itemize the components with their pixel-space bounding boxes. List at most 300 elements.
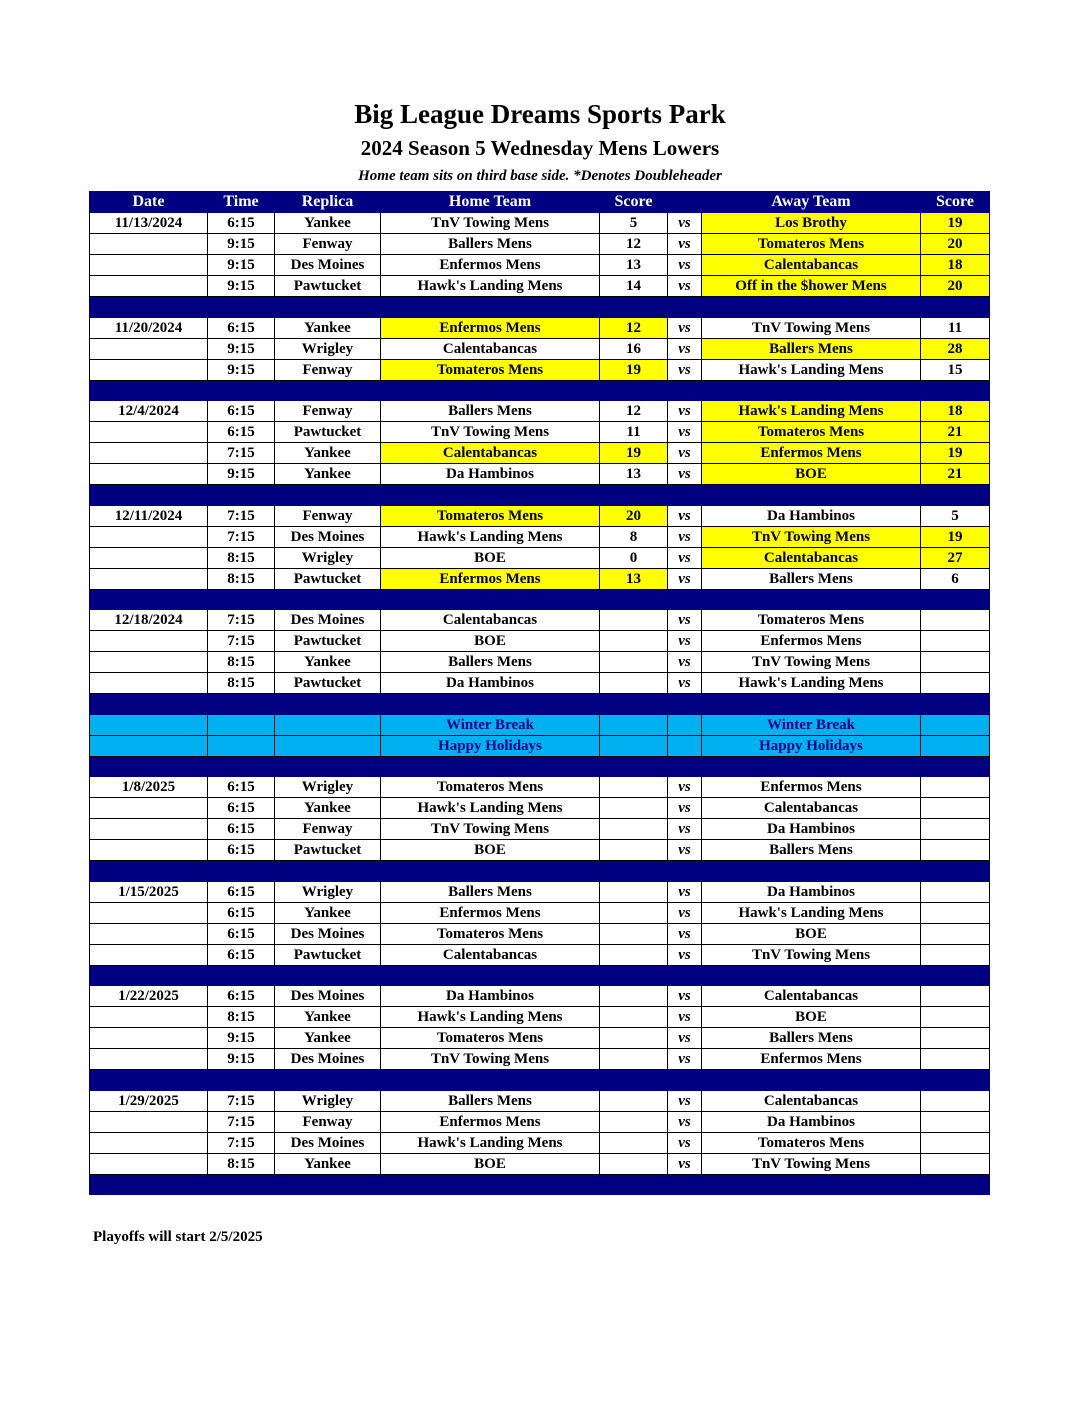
away-team-cell: Ballers Mens	[702, 1028, 921, 1049]
time-cell: 6:15	[208, 401, 275, 422]
home-team-cell: Hawk's Landing Mens	[381, 798, 600, 819]
replica-cell: Fenway	[275, 1111, 381, 1132]
date-cell: 12/11/2024	[90, 505, 208, 526]
separator-cell	[702, 965, 921, 986]
away-score-cell	[921, 986, 990, 1007]
time-cell: 9:15	[208, 1049, 275, 1070]
separator-cell	[921, 756, 990, 777]
replica-cell: Yankee	[275, 317, 381, 338]
time-cell: 9:15	[208, 234, 275, 255]
time-cell: 6:15	[208, 986, 275, 1007]
away-team-cell: Calentabancas	[702, 1090, 921, 1111]
away-score-cell	[921, 1049, 990, 1070]
away-team-cell: Tomateros Mens	[702, 422, 921, 443]
separator-cell	[668, 965, 702, 986]
table-row	[90, 568, 990, 589]
away-team-cell: TnV Towing Mens	[702, 652, 921, 673]
away-team-cell: Los Brothy	[702, 213, 921, 234]
away-team-cell: Enfermos Mens	[702, 1049, 921, 1070]
time-cell: 6:15	[208, 944, 275, 965]
away-team-cell: Ballers Mens	[702, 338, 921, 359]
home-score-cell: 14	[600, 276, 668, 297]
table-row	[90, 464, 990, 485]
away-score-cell: 21	[921, 464, 990, 485]
away-team-cell: Hawk's Landing Mens	[702, 673, 921, 694]
replica-cell: Des Moines	[275, 255, 381, 276]
home-team-cell: Calentabancas	[381, 944, 600, 965]
home-team-cell: Calentabancas	[381, 338, 600, 359]
vs-cell: vs	[668, 902, 702, 923]
separator-cell	[921, 589, 990, 610]
time-cell: 9:15	[208, 359, 275, 380]
separator-cell	[600, 861, 668, 882]
col-header-date: Date	[90, 192, 208, 213]
home-team-cell: Enfermos Mens	[381, 568, 600, 589]
separator-cell	[208, 589, 275, 610]
away-score-cell: 19	[921, 213, 990, 234]
date-cell	[90, 1111, 208, 1132]
table-row	[90, 401, 990, 422]
date-cell	[90, 526, 208, 547]
replica-cell: Yankee	[275, 1153, 381, 1174]
vs-cell: vs	[668, 652, 702, 673]
separator-cell	[921, 485, 990, 506]
date-cell	[90, 422, 208, 443]
separator-cell	[600, 965, 668, 986]
home-score-cell	[600, 652, 668, 673]
away-score-cell: 6	[921, 568, 990, 589]
date-cell	[90, 944, 208, 965]
col-header-replica: Replica	[275, 192, 381, 213]
away-team-cell: BOE	[702, 1007, 921, 1028]
date-cell	[90, 1007, 208, 1028]
away-team-cell: TnV Towing Mens	[702, 317, 921, 338]
time-cell: 9:15	[208, 1028, 275, 1049]
away-score-cell	[921, 1007, 990, 1028]
home-score-cell: 13	[600, 464, 668, 485]
separator-cell	[275, 965, 381, 986]
time-cell: 8:15	[208, 1153, 275, 1174]
away-team-cell: Da Hambinos	[702, 881, 921, 902]
away-team-cell: Enfermos Mens	[702, 777, 921, 798]
away-team-cell: BOE	[702, 464, 921, 485]
table-row	[90, 422, 990, 443]
home-team-cell: Ballers Mens	[381, 401, 600, 422]
separator-cell	[208, 694, 275, 715]
away-score-cell	[921, 1111, 990, 1132]
time-cell: 7:15	[208, 631, 275, 652]
table-row	[90, 673, 990, 694]
time-cell	[208, 714, 275, 735]
break-row	[90, 735, 990, 756]
table-row	[90, 443, 990, 464]
table-row	[90, 902, 990, 923]
home-score-cell: 19	[600, 359, 668, 380]
vs-cell: vs	[668, 840, 702, 861]
date-cell	[90, 1028, 208, 1049]
date-cell	[90, 631, 208, 652]
home-team-cell: Da Hambinos	[381, 464, 600, 485]
away-team-cell: Tomateros Mens	[702, 610, 921, 631]
separator-cell	[381, 380, 600, 401]
date-cell	[90, 547, 208, 568]
away-score-cell	[921, 610, 990, 631]
separator-cell	[921, 1070, 990, 1091]
home-team-cell: Calentabancas	[381, 610, 600, 631]
home-team-cell: Tomateros Mens	[381, 923, 600, 944]
away-score-cell: 18	[921, 401, 990, 422]
away-score-cell: 15	[921, 359, 990, 380]
replica-cell: Wrigley	[275, 547, 381, 568]
time-cell: 7:15	[208, 1132, 275, 1153]
home-score-cell	[600, 1111, 668, 1132]
away-score-cell	[921, 1090, 990, 1111]
date-cell	[90, 234, 208, 255]
vs-cell: vs	[668, 610, 702, 631]
col-header-away-score: Score	[921, 192, 990, 213]
time-cell: 9:15	[208, 255, 275, 276]
table-row	[90, 1049, 990, 1070]
table-row	[90, 1153, 990, 1174]
separator-cell	[90, 297, 208, 318]
table-row	[90, 505, 990, 526]
replica-cell: Pawtucket	[275, 568, 381, 589]
col-header-away-team: Away Team	[702, 192, 921, 213]
separator-cell	[921, 297, 990, 318]
table-row	[90, 798, 990, 819]
replica-cell: Yankee	[275, 213, 381, 234]
separator-cell	[600, 1174, 668, 1195]
playoffs-note: Playoffs will start 2/5/2025	[93, 1229, 263, 1245]
date-cell	[90, 923, 208, 944]
separator-cell	[208, 1070, 275, 1091]
vs-cell: vs	[668, 401, 702, 422]
home-score-cell	[600, 881, 668, 902]
break-label: Happy Holidays	[381, 735, 600, 756]
vs-cell: vs	[668, 317, 702, 338]
away-score-cell	[921, 652, 990, 673]
date-cell	[90, 1049, 208, 1070]
separator-row	[90, 485, 990, 506]
home-team-cell: Tomateros Mens	[381, 359, 600, 380]
separator-cell	[600, 1070, 668, 1091]
break-label: Happy Holidays	[702, 735, 921, 756]
separator-cell	[668, 589, 702, 610]
table-row	[90, 1090, 990, 1111]
table-row	[90, 255, 990, 276]
home-team-cell: TnV Towing Mens	[381, 1049, 600, 1070]
vs-cell: vs	[668, 422, 702, 443]
table-row	[90, 986, 990, 1007]
separator-row	[90, 297, 990, 318]
separator-cell	[702, 861, 921, 882]
separator-cell	[381, 485, 600, 506]
date-cell: 11/13/2024	[90, 213, 208, 234]
away-team-cell: Hawk's Landing Mens	[702, 902, 921, 923]
separator-row	[90, 756, 990, 777]
vs-cell: vs	[668, 923, 702, 944]
home-team-cell: Calentabancas	[381, 443, 600, 464]
home-team-cell: Ballers Mens	[381, 1090, 600, 1111]
away-score-cell	[921, 1132, 990, 1153]
replica-cell: Pawtucket	[275, 422, 381, 443]
away-team-cell: Ballers Mens	[702, 840, 921, 861]
separator-cell	[90, 380, 208, 401]
separator-cell	[381, 297, 600, 318]
away-score-cell: 20	[921, 234, 990, 255]
home-team-cell: Ballers Mens	[381, 234, 600, 255]
separator-cell	[381, 861, 600, 882]
date-cell	[90, 673, 208, 694]
home-score-cell	[600, 798, 668, 819]
away-team-cell: Enfermos Mens	[702, 631, 921, 652]
time-cell: 9:15	[208, 276, 275, 297]
home-score-cell	[600, 1049, 668, 1070]
time-cell: 6:15	[208, 923, 275, 944]
vs-cell: vs	[668, 631, 702, 652]
away-score-cell	[921, 673, 990, 694]
home-score-cell: 13	[600, 255, 668, 276]
vs-cell: vs	[668, 505, 702, 526]
table-row	[90, 234, 990, 255]
home-team-cell: Enfermos Mens	[381, 902, 600, 923]
schedule-table	[89, 191, 990, 1195]
table-row	[90, 1007, 990, 1028]
away-team-cell: Tomateros Mens	[702, 1132, 921, 1153]
time-cell: 8:15	[208, 1007, 275, 1028]
date-cell	[90, 652, 208, 673]
date-cell	[90, 338, 208, 359]
home-score-cell: 0	[600, 547, 668, 568]
separator-row	[90, 861, 990, 882]
vs-cell: vs	[668, 443, 702, 464]
home-score-cell	[600, 840, 668, 861]
time-cell: 6:15	[208, 317, 275, 338]
home-score-cell	[600, 902, 668, 923]
date-cell: 1/22/2025	[90, 986, 208, 1007]
home-team-cell: Tomateros Mens	[381, 505, 600, 526]
away-score-cell	[921, 1153, 990, 1174]
date-cell	[90, 359, 208, 380]
date-cell: 1/8/2025	[90, 777, 208, 798]
home-score-cell	[600, 923, 668, 944]
vs-cell: vs	[668, 673, 702, 694]
separator-cell	[381, 1070, 600, 1091]
replica-cell: Des Moines	[275, 1132, 381, 1153]
home-team-cell: BOE	[381, 547, 600, 568]
replica-cell: Wrigley	[275, 881, 381, 902]
table-row	[90, 1111, 990, 1132]
separator-cell	[600, 694, 668, 715]
vs-cell: vs	[668, 338, 702, 359]
replica-cell	[275, 735, 381, 756]
date-cell: 12/4/2024	[90, 401, 208, 422]
replica-cell: Fenway	[275, 401, 381, 422]
page-subtitle: 2024 Season 5 Wednesday Mens Lowers	[360, 136, 720, 160]
separator-cell	[921, 1174, 990, 1195]
date-cell	[90, 735, 208, 756]
vs-cell: vs	[668, 881, 702, 902]
time-cell: 6:15	[208, 840, 275, 861]
home-score-cell	[600, 1153, 668, 1174]
home-score-cell	[600, 1132, 668, 1153]
time-cell: 8:15	[208, 652, 275, 673]
table-row	[90, 359, 990, 380]
home-team-cell: Ballers Mens	[381, 881, 600, 902]
vs-cell: vs	[668, 1090, 702, 1111]
replica-cell: Wrigley	[275, 777, 381, 798]
vs-cell: vs	[668, 213, 702, 234]
separator-cell	[381, 694, 600, 715]
home-score-cell	[600, 610, 668, 631]
separator-cell	[275, 485, 381, 506]
separator-cell	[275, 380, 381, 401]
separator-cell	[275, 694, 381, 715]
separator-cell	[921, 861, 990, 882]
away-score-cell	[921, 1028, 990, 1049]
away-score-cell	[921, 923, 990, 944]
replica-cell: Pawtucket	[275, 631, 381, 652]
vs-cell: vs	[668, 1153, 702, 1174]
separator-cell	[668, 1174, 702, 1195]
vs-cell: vs	[668, 798, 702, 819]
time-cell: 8:15	[208, 568, 275, 589]
separator-cell	[208, 756, 275, 777]
col-header-time: Time	[208, 192, 275, 213]
time-cell: 6:15	[208, 881, 275, 902]
away-score-cell	[921, 798, 990, 819]
separator-cell	[668, 756, 702, 777]
separator-cell	[600, 485, 668, 506]
away-team-cell: Da Hambinos	[702, 505, 921, 526]
separator-cell	[90, 1070, 208, 1091]
col-header-vs	[668, 192, 702, 213]
home-team-cell: Hawk's Landing Mens	[381, 1132, 600, 1153]
time-cell: 7:15	[208, 505, 275, 526]
separator-cell	[208, 965, 275, 986]
home-team-cell: Tomateros Mens	[381, 1028, 600, 1049]
vs-cell: vs	[668, 547, 702, 568]
time-cell: 7:15	[208, 443, 275, 464]
away-team-cell: Ballers Mens	[702, 568, 921, 589]
replica-cell: Wrigley	[275, 338, 381, 359]
table-row	[90, 526, 990, 547]
home-team-cell: Hawk's Landing Mens	[381, 276, 600, 297]
separator-cell	[702, 694, 921, 715]
home-team-cell: BOE	[381, 631, 600, 652]
away-score-cell: 11	[921, 317, 990, 338]
time-cell: 6:15	[208, 777, 275, 798]
separator-cell	[600, 756, 668, 777]
replica-cell: Yankee	[275, 652, 381, 673]
vs-cell: vs	[668, 1007, 702, 1028]
vs-cell: vs	[668, 986, 702, 1007]
away-team-cell: BOE	[702, 923, 921, 944]
date-cell	[90, 1153, 208, 1174]
home-team-cell: Hawk's Landing Mens	[381, 526, 600, 547]
separator-cell	[668, 1070, 702, 1091]
separator-row	[90, 694, 990, 715]
date-cell: 1/15/2025	[90, 881, 208, 902]
vs-cell: vs	[668, 234, 702, 255]
vs-cell: vs	[668, 464, 702, 485]
time-cell: 8:15	[208, 547, 275, 568]
time-cell: 8:15	[208, 673, 275, 694]
home-score-cell: 12	[600, 317, 668, 338]
home-team-cell: Enfermos Mens	[381, 255, 600, 276]
vs-cell: vs	[668, 1132, 702, 1153]
home-team-cell: Tomateros Mens	[381, 777, 600, 798]
col-header-home-team: Home Team	[381, 192, 600, 213]
home-score-cell: 12	[600, 401, 668, 422]
away-score-cell	[921, 944, 990, 965]
home-score-cell	[600, 986, 668, 1007]
replica-cell: Des Moines	[275, 610, 381, 631]
home-score-cell: 12	[600, 234, 668, 255]
schedule-body	[90, 213, 990, 1195]
home-score-cell	[600, 735, 668, 756]
replica-cell: Des Moines	[275, 923, 381, 944]
separator-cell	[668, 297, 702, 318]
home-team-cell: TnV Towing Mens	[381, 213, 600, 234]
separator-cell	[702, 756, 921, 777]
replica-cell: Pawtucket	[275, 276, 381, 297]
home-score-cell	[600, 673, 668, 694]
away-score-cell: 27	[921, 547, 990, 568]
time-cell: 6:15	[208, 213, 275, 234]
away-team-cell: Calentabancas	[702, 798, 921, 819]
replica-cell: Fenway	[275, 234, 381, 255]
home-team-cell: Enfermos Mens	[381, 317, 600, 338]
away-score-cell	[921, 714, 990, 735]
separator-cell	[702, 1174, 921, 1195]
table-row	[90, 317, 990, 338]
separator-cell	[275, 589, 381, 610]
table-row	[90, 610, 990, 631]
away-team-cell: Hawk's Landing Mens	[702, 401, 921, 422]
replica-cell: Yankee	[275, 443, 381, 464]
page-title: Big League Dreams Sports Park	[354, 99, 726, 129]
away-team-cell: Off in the $hower Mens	[702, 276, 921, 297]
replica-cell: Fenway	[275, 505, 381, 526]
home-team-cell: TnV Towing Mens	[381, 422, 600, 443]
home-score-cell: 8	[600, 526, 668, 547]
home-score-cell	[600, 1090, 668, 1111]
home-score-cell: 16	[600, 338, 668, 359]
separator-cell	[600, 297, 668, 318]
table-row	[90, 213, 990, 234]
home-team-cell: Hawk's Landing Mens	[381, 1007, 600, 1028]
separator-cell	[90, 756, 208, 777]
vs-cell: vs	[668, 1049, 702, 1070]
replica-cell: Des Moines	[275, 526, 381, 547]
replica-cell	[275, 714, 381, 735]
replica-cell: Wrigley	[275, 1090, 381, 1111]
separator-cell	[208, 861, 275, 882]
vs-cell: vs	[668, 255, 702, 276]
vs-cell: vs	[668, 1028, 702, 1049]
away-team-cell: TnV Towing Mens	[702, 526, 921, 547]
separator-cell	[90, 1174, 208, 1195]
vs-cell: vs	[668, 359, 702, 380]
date-cell	[90, 443, 208, 464]
date-cell	[90, 255, 208, 276]
away-team-cell: Hawk's Landing Mens	[702, 359, 921, 380]
time-cell	[208, 735, 275, 756]
separator-cell	[600, 380, 668, 401]
break-row	[90, 714, 990, 735]
home-score-cell	[600, 819, 668, 840]
